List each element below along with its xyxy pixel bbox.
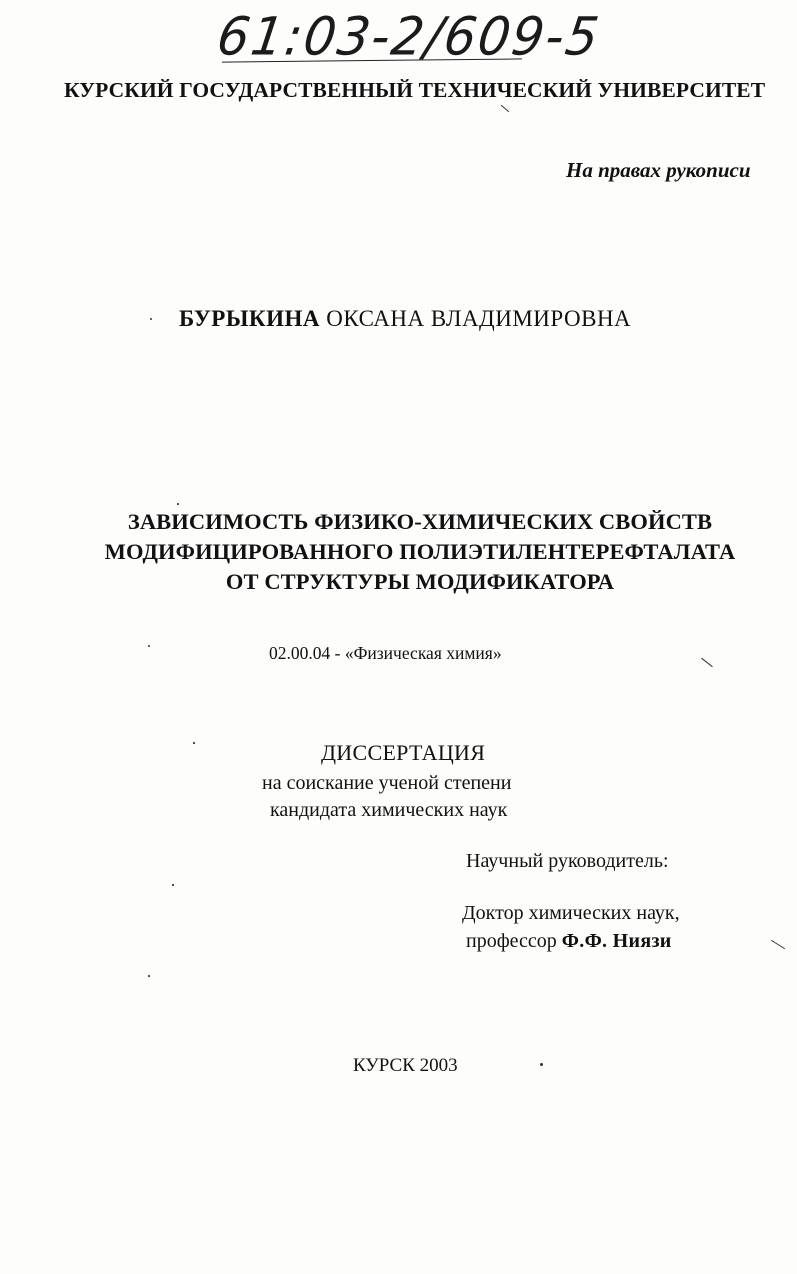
scan-speck	[540, 1063, 543, 1066]
scan-speck	[193, 742, 195, 744]
specialty-code: 02.00.04 - «Физическая химия»	[269, 643, 502, 663]
supervisor-name: Ф.Ф. Ниязи	[561, 930, 672, 952]
author-surname: БУРЫКИНА	[179, 306, 320, 331]
dissertation-heading: ДИССЕРТАЦИЯ	[321, 740, 486, 765]
scan-speck	[148, 645, 150, 647]
scan-mark	[701, 658, 713, 667]
scan-speck	[148, 975, 150, 977]
author-name	[179, 306, 631, 332]
dissertation-title	[70, 507, 770, 597]
supervisor-position-name	[466, 930, 672, 953]
scan-mark	[771, 940, 785, 949]
scan-mark	[501, 105, 509, 112]
scan-speck	[172, 884, 174, 886]
degree-line-1: на соискание ученой степени	[262, 772, 512, 794]
author-given-names: ОКСАНА ВЛАДИМИРОВНА	[326, 306, 632, 331]
university-name: КУРСКИЙ ГОСУДАРСТВЕННЫЙ ТЕХНИЧЕСКИЙ УНИВЕРСИТЕТ	[64, 78, 766, 102]
title-line: ЗАВИСИМОСТЬ ФИЗИКО-ХИМИЧЕСКИХ СВОЙСТВ	[127, 509, 713, 534]
title-line: МОДИФИЦИРОВАННОГО ПОЛИЭТИЛЕНТЕРЕФТАЛАТА	[104, 539, 736, 564]
supervisor-degree: Доктор химических наук,	[462, 902, 680, 924]
city-year: КУРСК 2003	[353, 1055, 458, 1076]
title-line: ОТ СТРУКТУРЫ МОДИФИКАТОРА	[225, 569, 615, 594]
scan-speck	[177, 503, 179, 505]
supervisor-position: профессор	[466, 930, 557, 952]
manuscript-note: На правах рукописи	[566, 158, 751, 182]
handwritten-archive-number: 61:03-2/609-5	[213, 6, 605, 67]
degree-line-2: кандидата химических наук	[270, 799, 508, 821]
scan-speck	[150, 318, 152, 320]
supervisor-label: Научный руководитель:	[466, 850, 669, 872]
